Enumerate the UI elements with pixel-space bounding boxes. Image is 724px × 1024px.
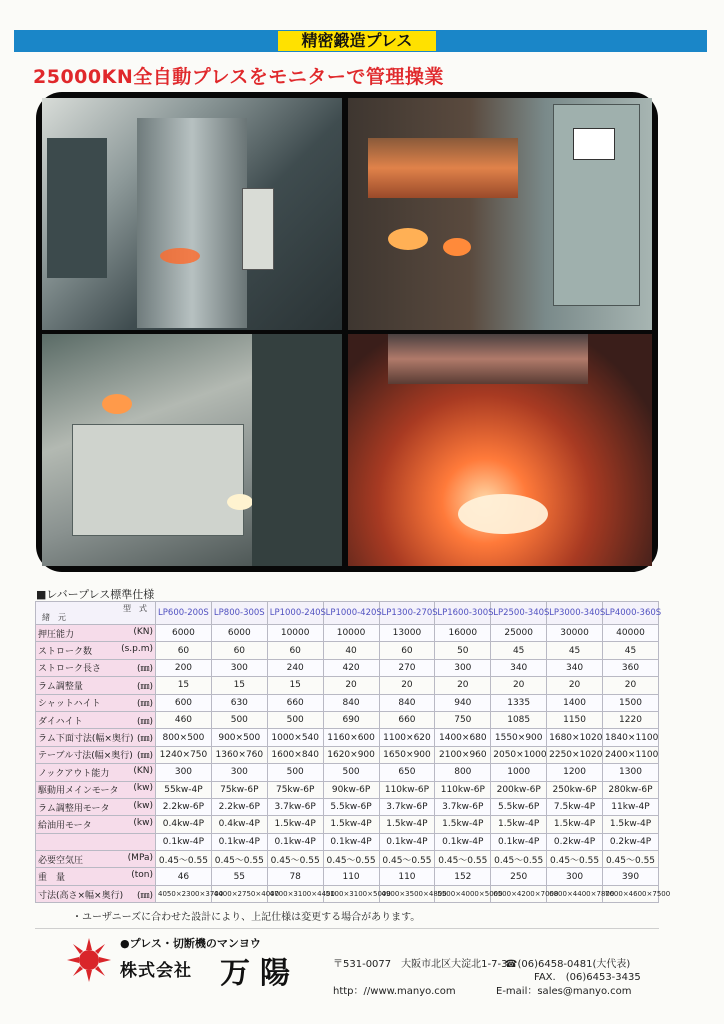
spec-value-cell: 55 <box>211 868 267 885</box>
spec-label-text: 寸法(高さ×幅×奥行) <box>38 890 124 901</box>
spec-value-cell: 800 <box>435 764 491 781</box>
spec-value-cell: 1.5kw-4P <box>267 816 323 833</box>
spec-row-label <box>36 677 156 694</box>
spec-row-label <box>36 729 156 746</box>
sun-logo-icon <box>66 937 112 983</box>
spec-value-cell: 0.45～0.55 <box>379 851 435 868</box>
spec-value-cell: 340 <box>547 659 603 676</box>
spec-value-cell: 5100×3100×5000 <box>323 885 379 902</box>
spec-corner-cell <box>36 602 156 625</box>
company-fax: FAX. (06)6453-3435 <box>534 972 641 983</box>
spec-row-label <box>36 868 156 885</box>
spec-value-cell: 5.5kw-6P <box>323 798 379 815</box>
spec-unit-text: (㎜) <box>136 681 153 692</box>
spec-value-cell: 1100×620 <box>379 729 435 746</box>
spec-unit-text: (㎜) <box>136 664 153 675</box>
table-row <box>36 729 659 746</box>
spec-unit-text: (kw) <box>133 817 153 828</box>
spec-value-cell: 3.7kw-6P <box>435 798 491 815</box>
spec-value-cell: 6500×4200×7000 <box>491 885 547 902</box>
spec-value-cell: 1300 <box>603 764 659 781</box>
spec-value-cell: 300 <box>211 659 267 676</box>
corner-label-spec: 緒 元 <box>42 613 66 622</box>
spec-label-text: ダイハイト <box>38 716 83 727</box>
company-email-link[interactable]: E-mail：sales@manyo.com <box>496 986 632 997</box>
spec-value-cell: 2400×1100 <box>603 746 659 763</box>
spec-value-cell: 4400×2750×4000 <box>211 885 267 902</box>
spec-value-cell: 1.5kw-4P <box>323 816 379 833</box>
spec-value-cell: 75kw-6P <box>211 781 267 798</box>
spec-value-cell: 0.45～0.55 <box>211 851 267 868</box>
spec-value-cell: 60 <box>211 642 267 659</box>
spec-value-cell: 600 <box>156 694 212 711</box>
spec-value-cell: 1620×900 <box>323 746 379 763</box>
spec-label-text: 必要空気圧 <box>38 855 84 866</box>
spec-value-cell: 20 <box>379 677 435 694</box>
spec-value-cell: 10000 <box>323 625 379 642</box>
spec-row-label <box>36 764 156 781</box>
spec-value-cell: 4700×3100×4400 <box>267 885 323 902</box>
spec-value-cell: 750 <box>435 711 491 728</box>
banner-title: 精密鍛造プレス <box>278 31 436 51</box>
spec-value-cell: 5.5kw-6P <box>491 798 547 815</box>
spec-value-cell: 78 <box>267 868 323 885</box>
spec-label-text: ラム下面寸法(幅×奥行) <box>38 734 134 745</box>
company-type: 株式会社 <box>120 961 192 981</box>
spec-value-cell: 1.5kw-4P <box>379 816 435 833</box>
spec-value-cell: 0.1kw-4P <box>379 833 435 850</box>
spec-value-cell: 2.2kw-6P <box>156 798 212 815</box>
spec-value-cell: 270 <box>379 659 435 676</box>
spec-value-cell: 1085 <box>491 711 547 728</box>
spec-label-text: ストローク長さ <box>38 664 102 675</box>
spec-label-text: 重 量 <box>38 873 66 884</box>
spec-value-cell: 0.1kw-4P <box>211 833 267 850</box>
spec-row-label <box>36 833 156 850</box>
spec-value-cell: 0.4kw-4P <box>211 816 267 833</box>
footer-tagline: ●プレス・切断機のマンヨウ <box>120 937 261 950</box>
spec-value-cell: 1160×600 <box>323 729 379 746</box>
spec-value-cell: 0.45～0.55 <box>267 851 323 868</box>
spec-value-cell: 1.5kw-4P <box>547 816 603 833</box>
spec-unit-text: (s.p.m) <box>121 644 153 655</box>
spec-value-cell: 1200 <box>547 764 603 781</box>
spec-value-cell: 45 <box>603 642 659 659</box>
spec-value-cell: 300 <box>547 868 603 885</box>
spec-value-cell: 3.7kw-6P <box>379 798 435 815</box>
spec-value-cell: 15 <box>156 677 212 694</box>
spec-row-label <box>36 659 156 676</box>
spec-value-cell: 390 <box>603 868 659 885</box>
model-header-cell: LP1000-240S <box>267 602 323 625</box>
spec-value-cell: 6000 <box>156 625 212 642</box>
spec-value-cell: 2250×1020 <box>547 746 603 763</box>
table-row <box>36 642 659 659</box>
spec-value-cell: 46 <box>156 868 212 885</box>
spec-value-cell: 1500 <box>603 694 659 711</box>
spec-value-cell: 15 <box>211 677 267 694</box>
spec-row-label <box>36 798 156 815</box>
table-row <box>36 868 659 885</box>
spec-unit-text: (MPa) <box>127 852 153 863</box>
spec-value-cell: 50 <box>435 642 491 659</box>
spec-value-cell: 75kw-6P <box>267 781 323 798</box>
spec-value-cell: 4050×2300×3700 <box>156 885 212 902</box>
spec-header-row <box>36 602 659 625</box>
spec-value-cell: 360 <box>603 659 659 676</box>
table-row <box>36 885 659 902</box>
company-address: 〒531-0077 大阪市北区大淀北1-7-3 <box>333 959 508 970</box>
spec-value-cell: 0.1kw-4P <box>491 833 547 850</box>
spec-value-cell: 420 <box>323 659 379 676</box>
spec-value-cell: 55kw-4P <box>156 781 212 798</box>
spec-unit-text: (㎜) <box>136 699 153 710</box>
table-row <box>36 816 659 833</box>
spec-unit-text: (㎜) <box>136 890 153 901</box>
spec-value-cell: 250kw-6P <box>547 781 603 798</box>
spec-unit-text: (ton) <box>131 870 153 881</box>
spec-value-cell: 1000×540 <box>267 729 323 746</box>
spec-value-cell: 0.2kw-4P <box>603 833 659 850</box>
spec-value-cell: 15 <box>267 677 323 694</box>
spec-value-cell: 0.45～0.55 <box>435 851 491 868</box>
spec-value-cell: 1.5kw-4P <box>435 816 491 833</box>
spec-value-cell: 25000 <box>491 625 547 642</box>
table-row <box>36 764 659 781</box>
spec-value-cell: 500 <box>267 711 323 728</box>
spec-value-cell: 1360×760 <box>211 746 267 763</box>
table-row <box>36 851 659 868</box>
spec-value-cell: 0.1kw-4P <box>435 833 491 850</box>
spec-value-cell: 200kw-6P <box>491 781 547 798</box>
spec-value-cell: 340 <box>491 659 547 676</box>
spec-value-cell: 660 <box>267 694 323 711</box>
footer-divider <box>35 928 659 929</box>
spec-value-cell: 7600×4600×7500 <box>603 885 659 902</box>
model-header-cell: LP1600-300S <box>435 602 491 625</box>
spec-value-cell: 40 <box>323 642 379 659</box>
spec-value-cell: 840 <box>323 694 379 711</box>
company-website-link[interactable]: http：//www.manyo.com <box>333 986 456 997</box>
spec-value-cell: 45 <box>547 642 603 659</box>
spec-value-cell: 500 <box>267 764 323 781</box>
table-row <box>36 677 659 694</box>
spec-row-label <box>36 816 156 833</box>
spec-value-cell: 16000 <box>435 625 491 642</box>
spec-value-cell: 300 <box>211 764 267 781</box>
spec-value-cell: 1400 <box>547 694 603 711</box>
spec-value-cell: 840 <box>379 694 435 711</box>
spec-value-cell: 40000 <box>603 625 659 642</box>
table-row <box>36 798 659 815</box>
spec-row-label <box>36 642 156 659</box>
spec-value-cell: 20 <box>547 677 603 694</box>
spec-value-cell: 2100×960 <box>435 746 491 763</box>
model-header-cell: LP1300-270S <box>379 602 435 625</box>
model-header-cell: LP3000-340S <box>547 602 603 625</box>
table-row <box>36 625 659 642</box>
spec-row-label <box>36 711 156 728</box>
spec-value-cell: 90kw-6P <box>323 781 379 798</box>
photo-press-machine <box>42 98 342 330</box>
spec-value-cell: 20 <box>435 677 491 694</box>
spec-value-cell: 940 <box>435 694 491 711</box>
spec-label-text: ラム調整量 <box>38 681 83 692</box>
spec-unit-text: (KN) <box>133 626 153 637</box>
spec-value-cell: 4900×3500×4800 <box>379 885 435 902</box>
photo-hot-forging <box>348 334 652 566</box>
spec-value-cell: 6000 <box>211 625 267 642</box>
spec-value-cell: 1220 <box>603 711 659 728</box>
spec-value-cell: 2.2kw-6P <box>211 798 267 815</box>
table-row <box>36 833 659 850</box>
spec-unit-text: (kw) <box>133 800 153 811</box>
spec-value-cell: 1240×750 <box>156 746 212 763</box>
spec-value-cell: 11kw-4P <box>603 798 659 815</box>
spec-value-cell: 1550×900 <box>491 729 547 746</box>
spec-value-cell: 280kw-6P <box>603 781 659 798</box>
spec-label-text: 給油用モータ <box>38 820 92 831</box>
spec-value-cell: 250 <box>491 868 547 885</box>
spec-label-text: 押圧能力 <box>38 629 75 640</box>
spec-value-cell: 1600×840 <box>267 746 323 763</box>
table-row <box>36 781 659 798</box>
spec-value-cell: 3.7kw-6P <box>267 798 323 815</box>
spec-value-cell: 6800×4400×7800 <box>547 885 603 902</box>
spec-value-cell: 300 <box>156 764 212 781</box>
spec-unit-text: (㎜) <box>136 751 153 762</box>
spec-value-cell: 0.1kw-4P <box>156 833 212 850</box>
spec-value-cell: 0.1kw-4P <box>323 833 379 850</box>
spec-value-cell: 20 <box>603 677 659 694</box>
spec-value-cell: 0.2kw-4P <box>547 833 603 850</box>
spec-value-cell: 110kw-6P <box>379 781 435 798</box>
spec-value-cell: 500 <box>211 711 267 728</box>
photo-forging-die <box>348 98 652 330</box>
model-header-cell: LP800-300S <box>211 602 267 625</box>
spec-row-label <box>36 625 156 642</box>
spec-value-cell: 7.5kw-4P <box>547 798 603 815</box>
model-header-cell: LP2500-340S <box>491 602 547 625</box>
table-row <box>36 659 659 676</box>
spec-row-label <box>36 746 156 763</box>
spec-value-cell: 650 <box>379 764 435 781</box>
spec-label-text: ノックアウト能力 <box>38 768 110 779</box>
spec-value-cell: 500 <box>323 764 379 781</box>
spec-value-cell: 300 <box>435 659 491 676</box>
corner-label-model: 型 式 <box>123 604 147 613</box>
model-header-cell: LP1000-420S <box>323 602 379 625</box>
spec-value-cell: 0.45～0.55 <box>547 851 603 868</box>
spec-value-cell: 1000 <box>491 764 547 781</box>
table-row <box>36 746 659 763</box>
spec-value-cell: 200 <box>156 659 212 676</box>
spec-unit-text: (kw) <box>133 783 153 794</box>
spec-unit-text: (㎜) <box>136 716 153 727</box>
spec-value-cell: 800×500 <box>156 729 212 746</box>
spec-value-cell: 240 <box>267 659 323 676</box>
spec-table <box>35 601 671 903</box>
spec-value-cell: 660 <box>379 711 435 728</box>
spec-value-cell: 20 <box>323 677 379 694</box>
table-row <box>36 711 659 728</box>
spec-value-cell: 0.1kw-4P <box>267 833 323 850</box>
spec-unit-text: (KN) <box>133 765 153 776</box>
spec-value-cell: 60 <box>379 642 435 659</box>
spec-row-label <box>36 885 156 902</box>
spec-value-cell: 690 <box>323 711 379 728</box>
spec-value-cell: 60 <box>156 642 212 659</box>
spec-value-cell: 460 <box>156 711 212 728</box>
spec-label-text: シャットハイト <box>38 699 101 710</box>
spec-value-cell: 1650×900 <box>379 746 435 763</box>
spec-value-cell: 20 <box>491 677 547 694</box>
model-header-cell: LP4000-360S <box>603 602 659 625</box>
spec-row-label <box>36 851 156 868</box>
spec-value-cell: 1840×1100 <box>603 729 659 746</box>
spec-value-cell: 13000 <box>379 625 435 642</box>
headline: 25000KN全自動プレスをモニターで管理操業 <box>33 66 444 88</box>
spec-value-cell: 0.45～0.55 <box>323 851 379 868</box>
spec-value-cell: 110 <box>379 868 435 885</box>
spec-row-label <box>36 781 156 798</box>
spec-value-cell: 0.45～0.55 <box>156 851 212 868</box>
spec-value-cell: 30000 <box>547 625 603 642</box>
spec-label-text: ストローク数 <box>38 647 93 658</box>
spec-value-cell: 60 <box>267 642 323 659</box>
spec-label-text: ラム調整用モータ <box>38 803 110 814</box>
spec-value-cell: 10000 <box>267 625 323 642</box>
spec-value-cell: 5500×4000×5000 <box>435 885 491 902</box>
spec-value-cell: 1335 <box>491 694 547 711</box>
spec-value-cell: 1150 <box>547 711 603 728</box>
spec-value-cell: 2050×1000 <box>491 746 547 763</box>
spec-value-cell: 0.4kw-4P <box>156 816 212 833</box>
spec-row-label <box>36 694 156 711</box>
spec-value-cell: 1400×680 <box>435 729 491 746</box>
spec-label-text: テーブル寸法(幅×奥行) <box>38 751 133 762</box>
spec-value-cell: 0.45～0.55 <box>603 851 659 868</box>
table-row <box>36 694 659 711</box>
photo-production-line <box>42 334 342 566</box>
photo-collage <box>36 92 658 572</box>
spec-section-title: ■レバープレス標準仕様 <box>36 588 155 601</box>
model-header-cell: LP600-200S <box>156 602 212 625</box>
spec-value-cell: 110kw-6P <box>435 781 491 798</box>
spec-note: ・ユーザニーズに合わせた設計により、上記仕様は変更する場合があります。 <box>72 912 421 923</box>
company-brand: 万陽 <box>220 956 300 991</box>
company-tel: ☎(06)6458-0481(大代表) <box>505 959 631 970</box>
spec-value-cell: 110 <box>323 868 379 885</box>
spec-value-cell: 1680×1020 <box>547 729 603 746</box>
spec-value-cell: 630 <box>211 694 267 711</box>
spec-value-cell: 45 <box>491 642 547 659</box>
spec-label-text: 駆動用メインモータ <box>38 786 119 797</box>
spec-value-cell: 1.5kw-4P <box>491 816 547 833</box>
spec-value-cell: 0.45～0.55 <box>491 851 547 868</box>
spec-value-cell: 1.5kw-4P <box>603 816 659 833</box>
spec-value-cell: 900×500 <box>211 729 267 746</box>
spec-value-cell: 152 <box>435 868 491 885</box>
spec-unit-text: (㎜) <box>136 734 153 745</box>
